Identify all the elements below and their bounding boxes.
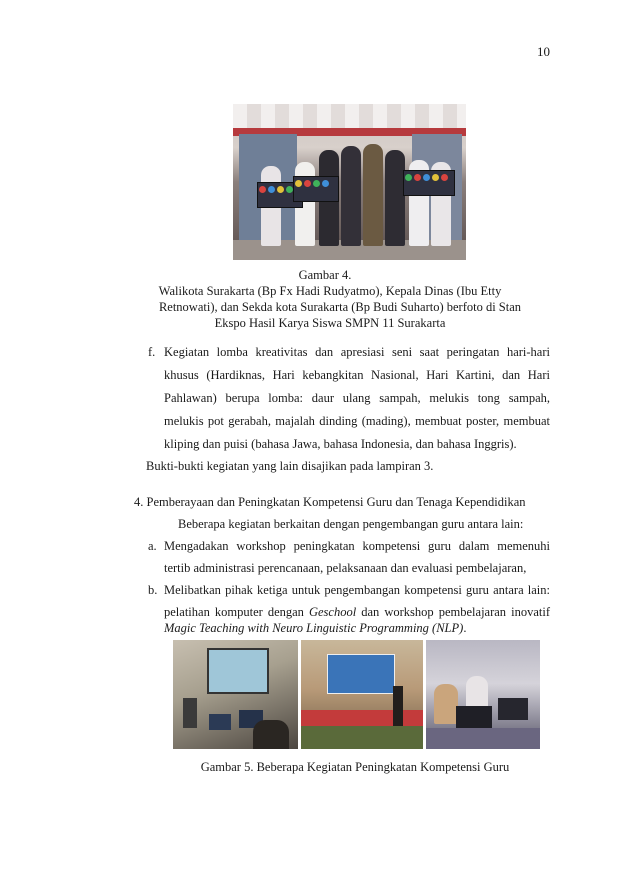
paragraph-line: tertib administrasi perencanaan, pelaksanaan dan evaluasi pembelajaran,	[164, 561, 527, 575]
workshop-photo-computer-lab	[173, 640, 298, 749]
paragraph-line: Pahlawan) berupa lomba: daur ulang sampah, melukis tong sampah,	[164, 391, 550, 405]
figure-4-caption-line: Retnowati), dan Sekda kota Surakarta (Bp Budi Suharto) berfoto di Stan	[158, 300, 522, 314]
figure-5-caption: Gambar 5. Beberapa Kegiatan Peningkatan Kompetensi Guru	[200, 760, 510, 774]
laptop	[498, 698, 528, 720]
figure-4-caption-line: Walikota Surakarta (Bp Fx Hadi Rudyatmo), Kepala Dinas (Ibu Etty	[158, 284, 502, 298]
speaker-figure	[393, 686, 403, 726]
paragraph-line	[164, 604, 550, 620]
figure-4-caption-line: Ekspo Hasil Karya Siswa SMPN 11 Surakarta	[214, 316, 446, 330]
list-marker: a.	[148, 539, 157, 553]
official-figure	[363, 144, 383, 246]
table-surface	[426, 728, 540, 749]
section-intro: Beberapa kegiatan berkaitan dengan pengembangan guru antara lain:	[178, 517, 524, 531]
official-figure	[341, 146, 361, 246]
laptop	[209, 714, 231, 730]
workshop-photo-seminar	[301, 640, 423, 749]
event-banner	[327, 654, 395, 694]
italic-term: Geschool	[308, 605, 357, 619]
expo-group-photo	[233, 104, 466, 260]
floor	[301, 726, 423, 749]
table-cloth	[301, 710, 423, 726]
italic-term: Magic Teaching with Neuro Linguistic Programming (NLP)	[164, 621, 464, 635]
participant-figure	[434, 684, 458, 724]
paragraph-line: Melibatkan pihak ketiga untuk pengembangan kompetensi guru antara lain:	[164, 583, 550, 597]
text-run: dan workshop pembelajaran inovatif	[356, 605, 550, 619]
text-run: pelatihan komputer dengan	[164, 605, 309, 619]
person-figure	[183, 698, 197, 728]
artwork-board	[293, 176, 339, 202]
workshop-photo-laptop-training	[426, 640, 540, 749]
paragraph-line	[164, 620, 466, 636]
projector-screen	[207, 648, 269, 694]
section-heading: 4. Pemberayaan dan Peningkatan Kompetensi Guru dan Tenaga Kependidikan	[134, 495, 526, 509]
figure-4-label: Gambar 4.	[298, 268, 352, 282]
page-number: 10	[537, 44, 550, 59]
paragraph-line: Kegiatan lomba kreativitas dan apresiasi seni saat peringatan hari-hari	[164, 345, 550, 359]
paragraph-line: melukis pot gerabah, majalah dinding (mading), membuat poster, membuat	[164, 414, 550, 428]
participant-figure	[253, 720, 289, 749]
paragraph-line: kliping dan puisi (bahasa Jawa, bahasa Indonesia, dan bahasa Inggris).	[164, 437, 517, 451]
evidence-note: Bukti-bukti kegiatan yang lain disajikan pada lampiran 3.	[146, 459, 434, 473]
list-marker: b.	[148, 583, 158, 597]
list-marker: f.	[148, 345, 156, 359]
paragraph-line: khusus (Hardiknas, Hari kebangkitan Nasional, Hari Kartini, dan Hari	[164, 368, 550, 382]
tent-canopy	[233, 104, 466, 130]
official-figure	[385, 150, 405, 246]
artwork-board	[403, 170, 455, 196]
paragraph-line: Mengadakan workshop peningkatan kompetensi guru dalam memenuhi	[164, 539, 550, 553]
text-run: .	[463, 621, 467, 635]
